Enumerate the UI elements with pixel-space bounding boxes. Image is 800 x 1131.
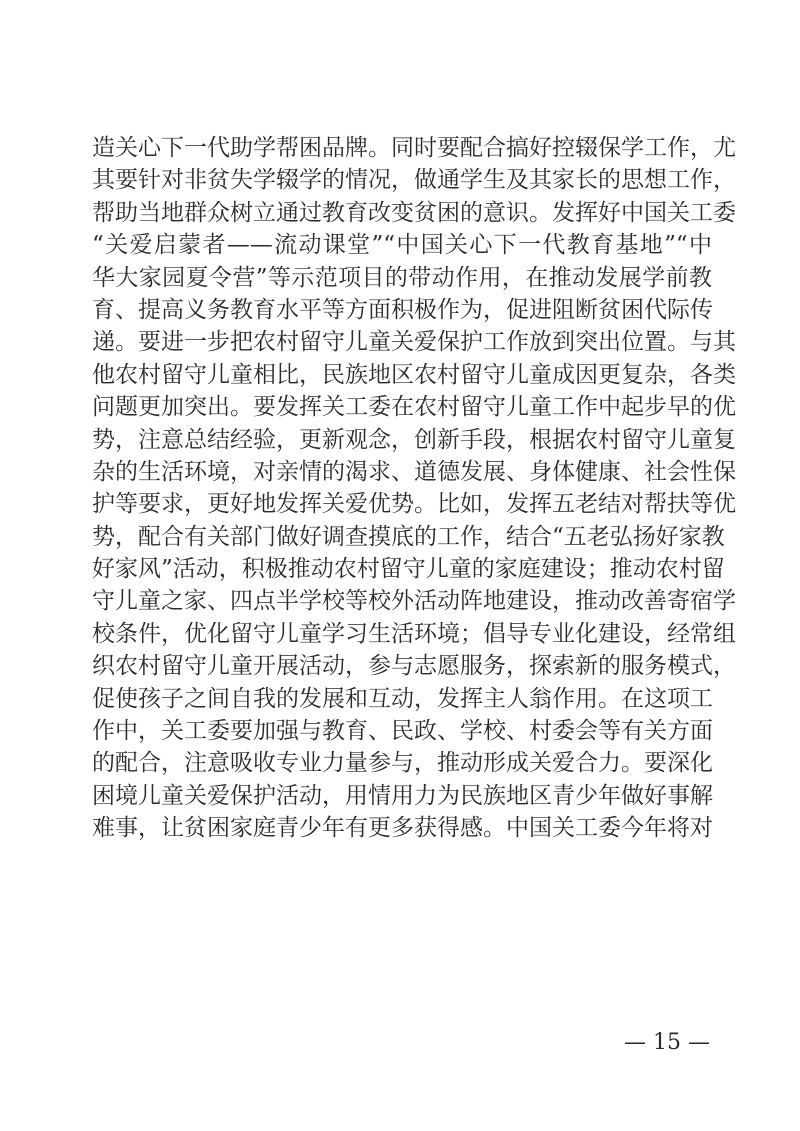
text-line: 他农村留守儿童相比，民族地区农村留守儿童成因更复杂，各类 [92, 361, 736, 388]
text-line: 的配合，注意吸收专业力量参与，推动形成关爱合力。要深化 [92, 750, 713, 777]
text-line: 华大家园夏令营”等示范项目的带动作用，在推动发展学前教 [92, 264, 712, 291]
page-number: — 15 — [624, 1030, 710, 1055]
text-line: 困境儿童关爱保护活动，用情用力为民族地区青少年做好事解 [92, 782, 713, 809]
text-line: 帮助当地群众树立通过教育改变贫困的意识。发挥好中国关工委 [92, 199, 736, 226]
text-line: 作中，关工委要加强与教育、民政、学校、村委会等有关方面 [92, 718, 713, 745]
text-line: 校条件，优化留守儿童学习生活环境；倡导专业化建设，经常组 [92, 620, 736, 647]
text-line: 难事，让贫困家庭青少年有更多获得感。中国关工委今年将对 [92, 815, 713, 842]
text-line: 促使孩子之间自我的发展和互动，发挥主人翁作用。在这项工 [92, 685, 713, 712]
text-line: 问题更加突出。要发挥关工委在农村留守儿童工作中起步早的优 [92, 394, 736, 421]
text-line: 好家风”活动，积极推动农村留守儿童的家庭建设；推动农村留 [92, 556, 725, 583]
text-line: 势，配合有关部门做好调查摸底的工作，结合“五老弘扬好家教 [92, 523, 725, 550]
text-line: “关爱启蒙者——流动课堂”“中国关心下一代教育基地”“中 [92, 232, 712, 259]
text-line: 守儿童之家、四点半学校等校外活动阵地建设，推动改善寄宿学 [92, 588, 736, 615]
text-line: 育、提高义务教育水平等方面积极作为，促进阻断贫困代际传 [92, 296, 713, 323]
text-line: 护等要求，更好地发挥关爱优势。比如，发挥五老结对帮扶等优 [92, 491, 736, 518]
text-line: 造关心下一代助学帮困品牌。同时要配合搞好控辍保学工作，尤 [92, 135, 736, 161]
text-line: 杂的生活环境，对亲情的渴求、道德发展、身体健康、社会性保 [92, 458, 736, 485]
text-line: 势，注意总结经验，更新观念，创新手段，根据农村留守儿童复 [92, 426, 736, 453]
text-line: 其要针对非贫失学辍学的情况，做通学生及其家长的思想工作， [92, 167, 736, 194]
text-line: 织农村留守儿童开展活动，参与志愿服务，探索新的服务模式， [92, 653, 736, 680]
text-line: 递。要进一步把农村留守儿童关爱保护工作放到突出位置。与其 [92, 329, 736, 356]
body-text [92, 132, 736, 845]
